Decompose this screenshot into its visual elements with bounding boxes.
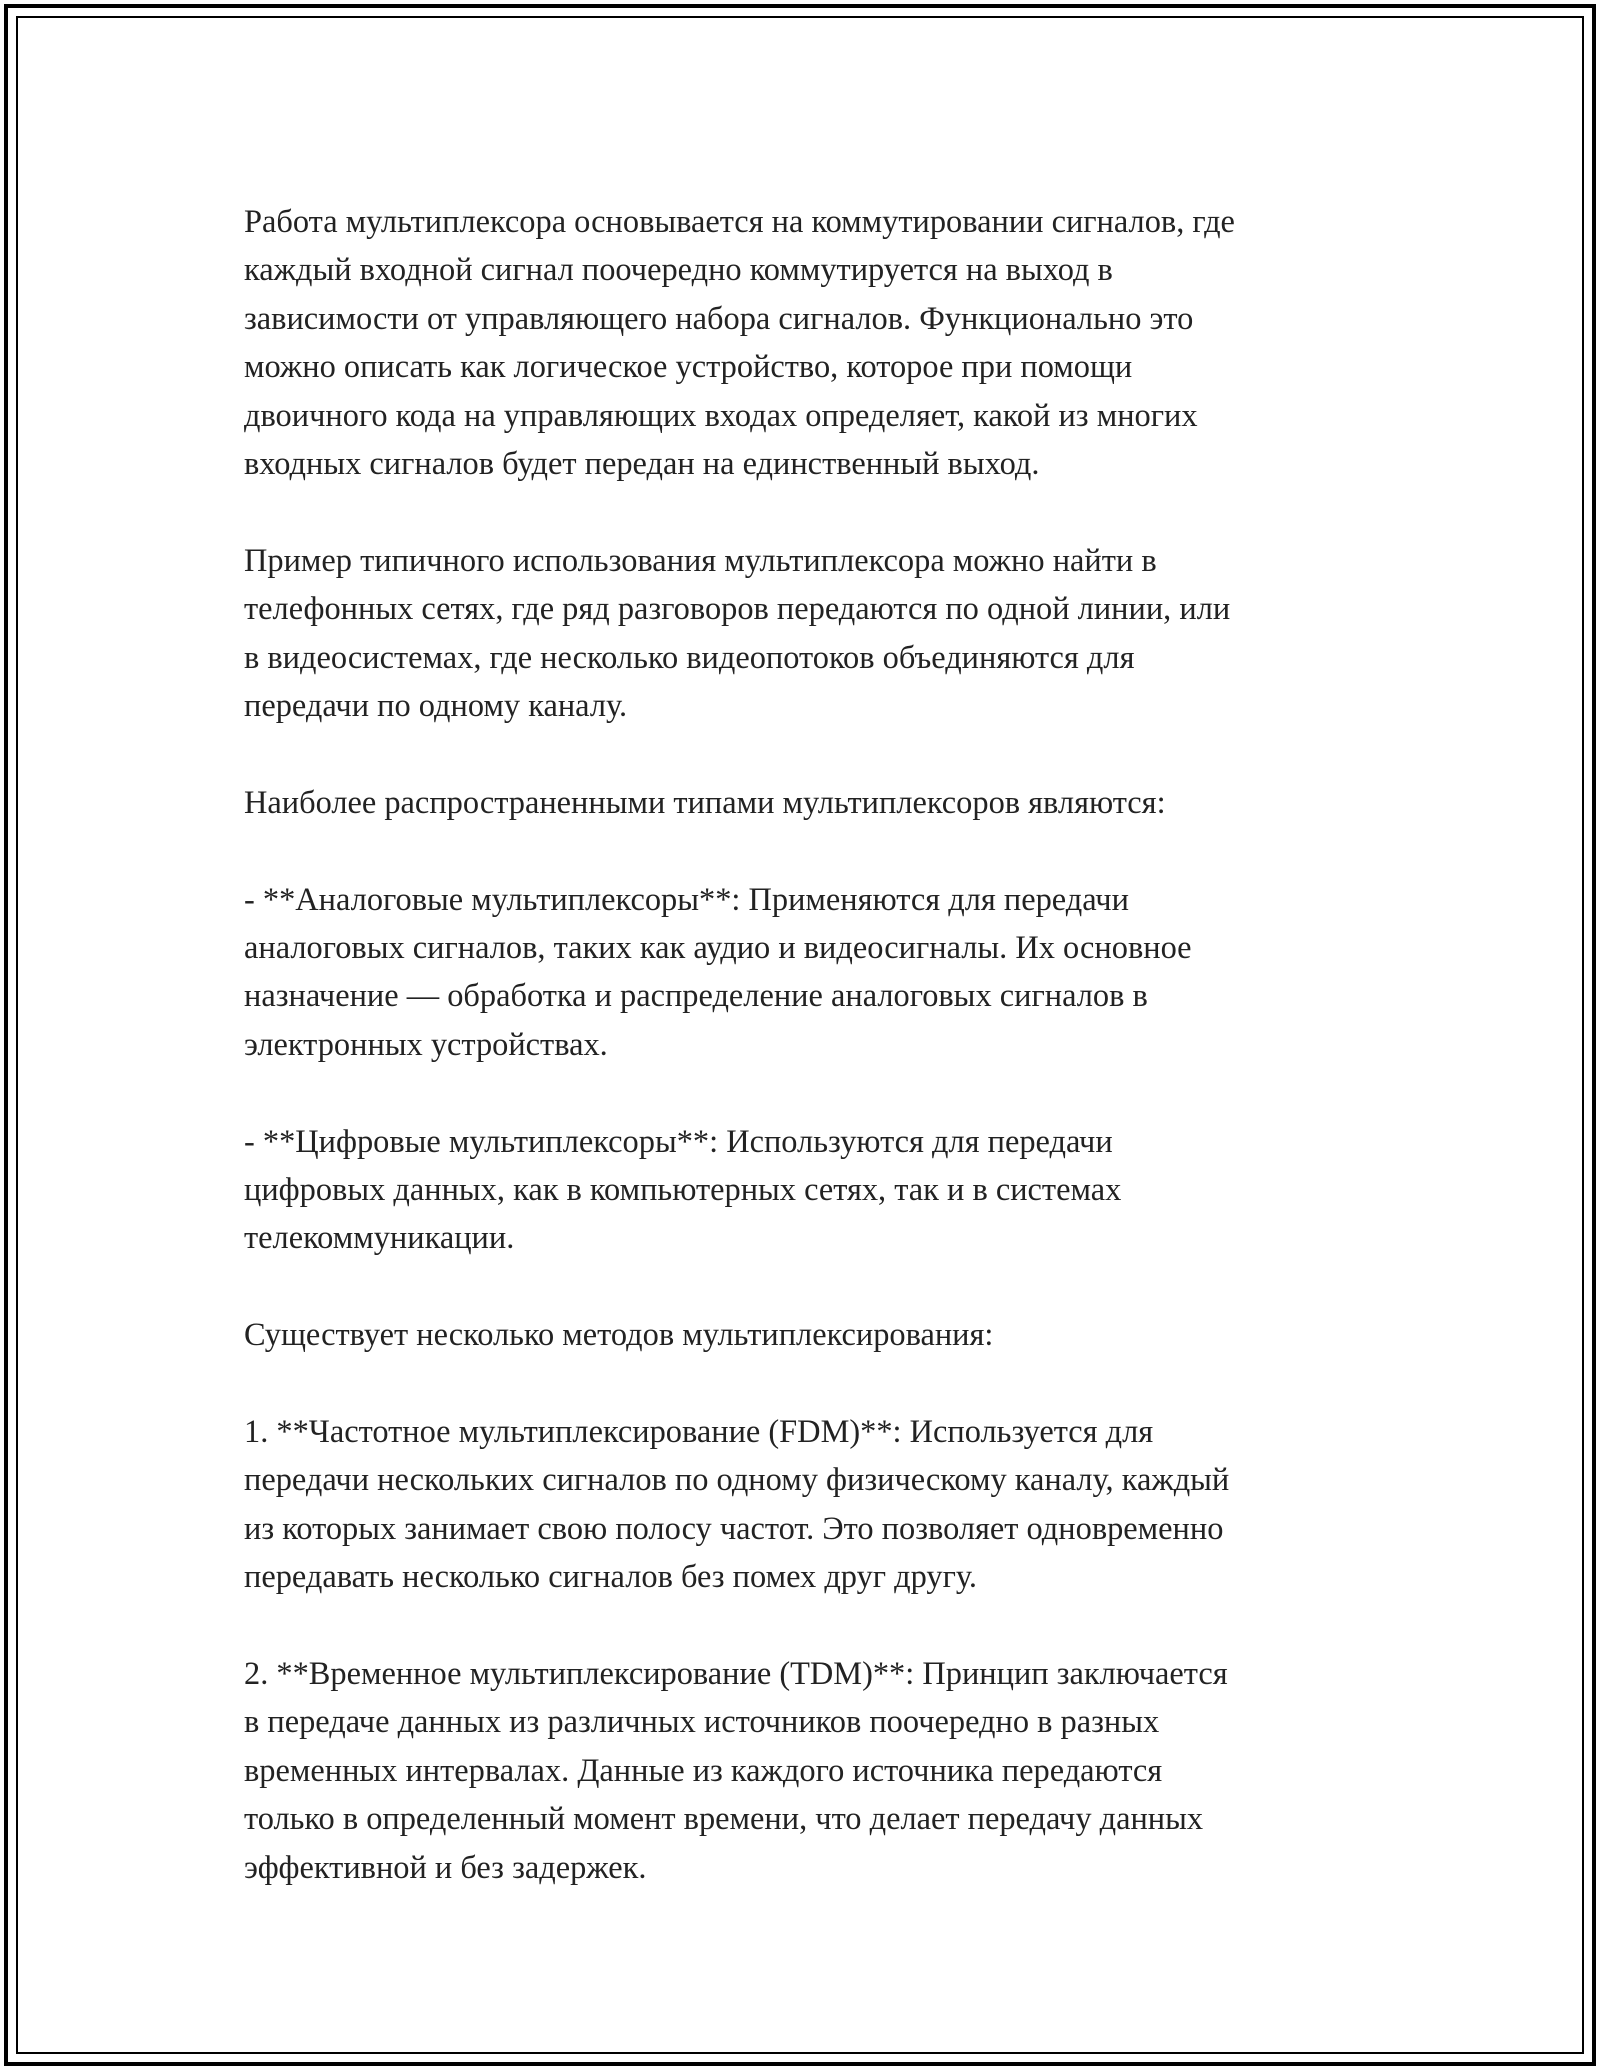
paragraph-multiplexer-principle: Работа мультиплексора основывается на коммутировании сигналов, где каждый входной сигнал поочередно коммутируется на выход в зависимости от управляющего набора сигналов. Функционально это можно описать как логическое устройство, которое при помощи двоичного кода на управляющих входах определяет, какой из многих входных сигналов будет передан на единственный выход.: [244, 204, 1235, 483]
list-item-digital-multiplexers: - **Цифровые мультиплексоры**: Используются для передачи цифровых данных, как в компьютерных сетях, так и в системах телекоммуникации.: [244, 1123, 1122, 1257]
paragraph-types-intro: Наиболее распространенными типами мультиплексоров являются:: [244, 784, 1166, 821]
list-item-analog-multiplexers: - **Аналоговые мультиплексоры**: Применяются для передачи аналоговых сигналов, таких как аудио и видеосигналы. Их основное назначение — обработка и распределение аналоговых сигналов в электронных устройствах.: [244, 881, 1192, 1063]
paragraph-methods-intro: Существует несколько методов мультиплексирования:: [244, 1317, 994, 1354]
list-item-tdm: 2. **Временное мультиплексирование (TDM)**: Принцип заключается в передаче данных из различных источников поочередно в разных временных интервалах. Данные из каждого источника передаются только в определенный момент времени, что делает передачу данных эффективной и без задержек.: [244, 1656, 1228, 1886]
page-frame: [4, 4, 1596, 2066]
list-item-fdm: 1. **Частотное мультиплексирование (FDM)**: Используется для передачи нескольких сигналов по одному физическому каналу, каждый из которых занимает свою полосу частот. Это позволяет одновременно передавать несколько сигналов без помех друг другу.: [244, 1414, 1230, 1596]
document-body: [244, 198, 1404, 1892]
paragraph-usage-example: Пример типичного использования мультиплексора можно найти в телефонных сетях, где ряд разговоров передаются по одной линии, или в видеосистемах, где несколько видеопотоков объединяются для передачи по одному каналу.: [244, 542, 1231, 725]
